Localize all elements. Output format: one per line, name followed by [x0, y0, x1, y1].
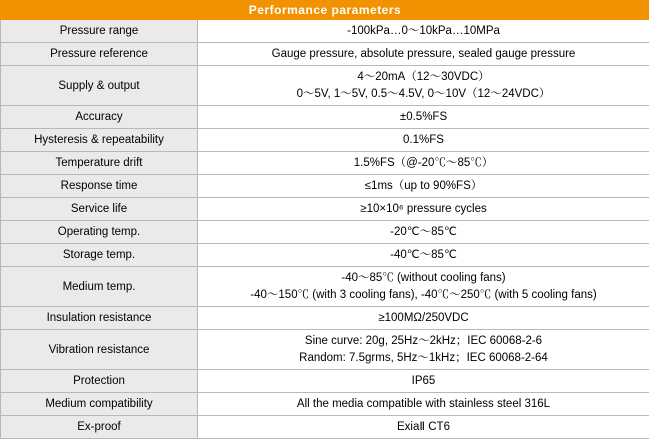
- row-label-medium-compatibility: Medium compatibility: [1, 393, 198, 416]
- value-line: 0.1%FS: [403, 133, 444, 146]
- table-row: [1, 175, 649, 198]
- row-label-storage-temp: Storage temp.: [1, 244, 198, 267]
- row-label-protection: Protection: [1, 370, 198, 393]
- value-line: 0～5V, 1～5V, 0.5～4.5V, 0～10V（12～24VDC）: [296, 87, 551, 100]
- row-value-ex-proof: [198, 416, 649, 439]
- table-row: [1, 370, 649, 393]
- value-line: Random: 7.5grms, 5Hz～1kHz；IEC 60068-2-64: [299, 351, 548, 364]
- row-value-vibration-resistance: [198, 330, 649, 370]
- table-row: [1, 267, 649, 307]
- value-line: -40～85℃ (without cooling fans): [341, 271, 506, 284]
- row-label-pressure-range: Pressure range: [1, 20, 198, 43]
- row-value-pressure-reference: [198, 43, 649, 66]
- table-title: Performance parameters: [1, 1, 649, 20]
- row-value-service-life: [198, 198, 649, 221]
- value-line: -100kPa…0～10kPa…10MPa: [347, 24, 500, 37]
- value-line: Gauge pressure, absolute pressure, sealed gauge pressure: [271, 47, 576, 60]
- table-row: [1, 330, 649, 370]
- value-line: ≥10×10⁶ pressure cycles: [360, 202, 487, 215]
- row-label-accuracy: Accuracy: [1, 106, 198, 129]
- value-line: -40℃～85℃: [390, 248, 457, 261]
- value-line: -40～150℃ (with 3 cooling fans), -40℃～250℃ (with 5 cooling fans): [250, 288, 597, 301]
- table-row: [1, 221, 649, 244]
- value-line: ExiaⅡ CT6: [397, 420, 450, 433]
- row-value-storage-temp: [198, 244, 649, 267]
- row-value-temperature-drift: [198, 152, 649, 175]
- row-label-response-time: Response time: [1, 175, 198, 198]
- value-line: All the media compatible with stainless steel 316L: [296, 397, 551, 410]
- table-row: [1, 307, 649, 330]
- table-title-row: [1, 1, 649, 20]
- row-label-temperature-drift: Temperature drift: [1, 152, 198, 175]
- row-value-insulation-resistance: [198, 307, 649, 330]
- table-row: [1, 244, 649, 267]
- row-value-pressure-range: [198, 20, 649, 43]
- row-value-supply-output: [198, 66, 649, 106]
- table-row: [1, 152, 649, 175]
- row-label-pressure-reference: Pressure reference: [1, 43, 198, 66]
- table-row: [1, 20, 649, 43]
- row-value-hysteresis-repeatability: [198, 129, 649, 152]
- row-label-ex-proof: Ex-proof: [1, 416, 198, 439]
- row-value-accuracy: [198, 106, 649, 129]
- row-label-operating-temp: Operating temp.: [1, 221, 198, 244]
- row-value-medium-temp: [198, 267, 649, 307]
- table-row: [1, 129, 649, 152]
- table-row: [1, 106, 649, 129]
- table-row: [1, 393, 649, 416]
- value-line: IP65: [411, 374, 436, 387]
- value-line: 4～20mA（12～30VDC）: [357, 70, 490, 83]
- row-value-operating-temp: [198, 221, 649, 244]
- row-label-insulation-resistance: Insulation resistance: [1, 307, 198, 330]
- table-row: [1, 66, 649, 106]
- row-label-service-life: Service life: [1, 198, 198, 221]
- row-label-hysteresis-repeatability: Hysteresis & repeatability: [1, 129, 198, 152]
- value-line: Sine curve: 20g, 25Hz～2kHz；IEC 60068-2-6: [304, 334, 543, 347]
- value-line: ±0.5%FS: [399, 110, 448, 123]
- row-label-supply-output: Supply & output: [1, 66, 198, 106]
- row-value-response-time: [198, 175, 649, 198]
- table-row: [1, 416, 649, 439]
- table-row: [1, 43, 649, 66]
- row-label-vibration-resistance: Vibration resistance: [1, 330, 198, 370]
- row-value-protection: [198, 370, 649, 393]
- value-line: -20℃～85℃: [390, 225, 457, 238]
- value-line: ≤1ms（up to 90%FS）: [364, 179, 483, 192]
- row-value-medium-compatibility: [198, 393, 649, 416]
- value-line: ≥100MΩ/250VDC: [378, 311, 469, 324]
- value-line: 1.5%FS（@-20℃～85℃）: [353, 156, 494, 169]
- row-label-medium-temp: Medium temp.: [1, 267, 198, 307]
- table-row: [1, 198, 649, 221]
